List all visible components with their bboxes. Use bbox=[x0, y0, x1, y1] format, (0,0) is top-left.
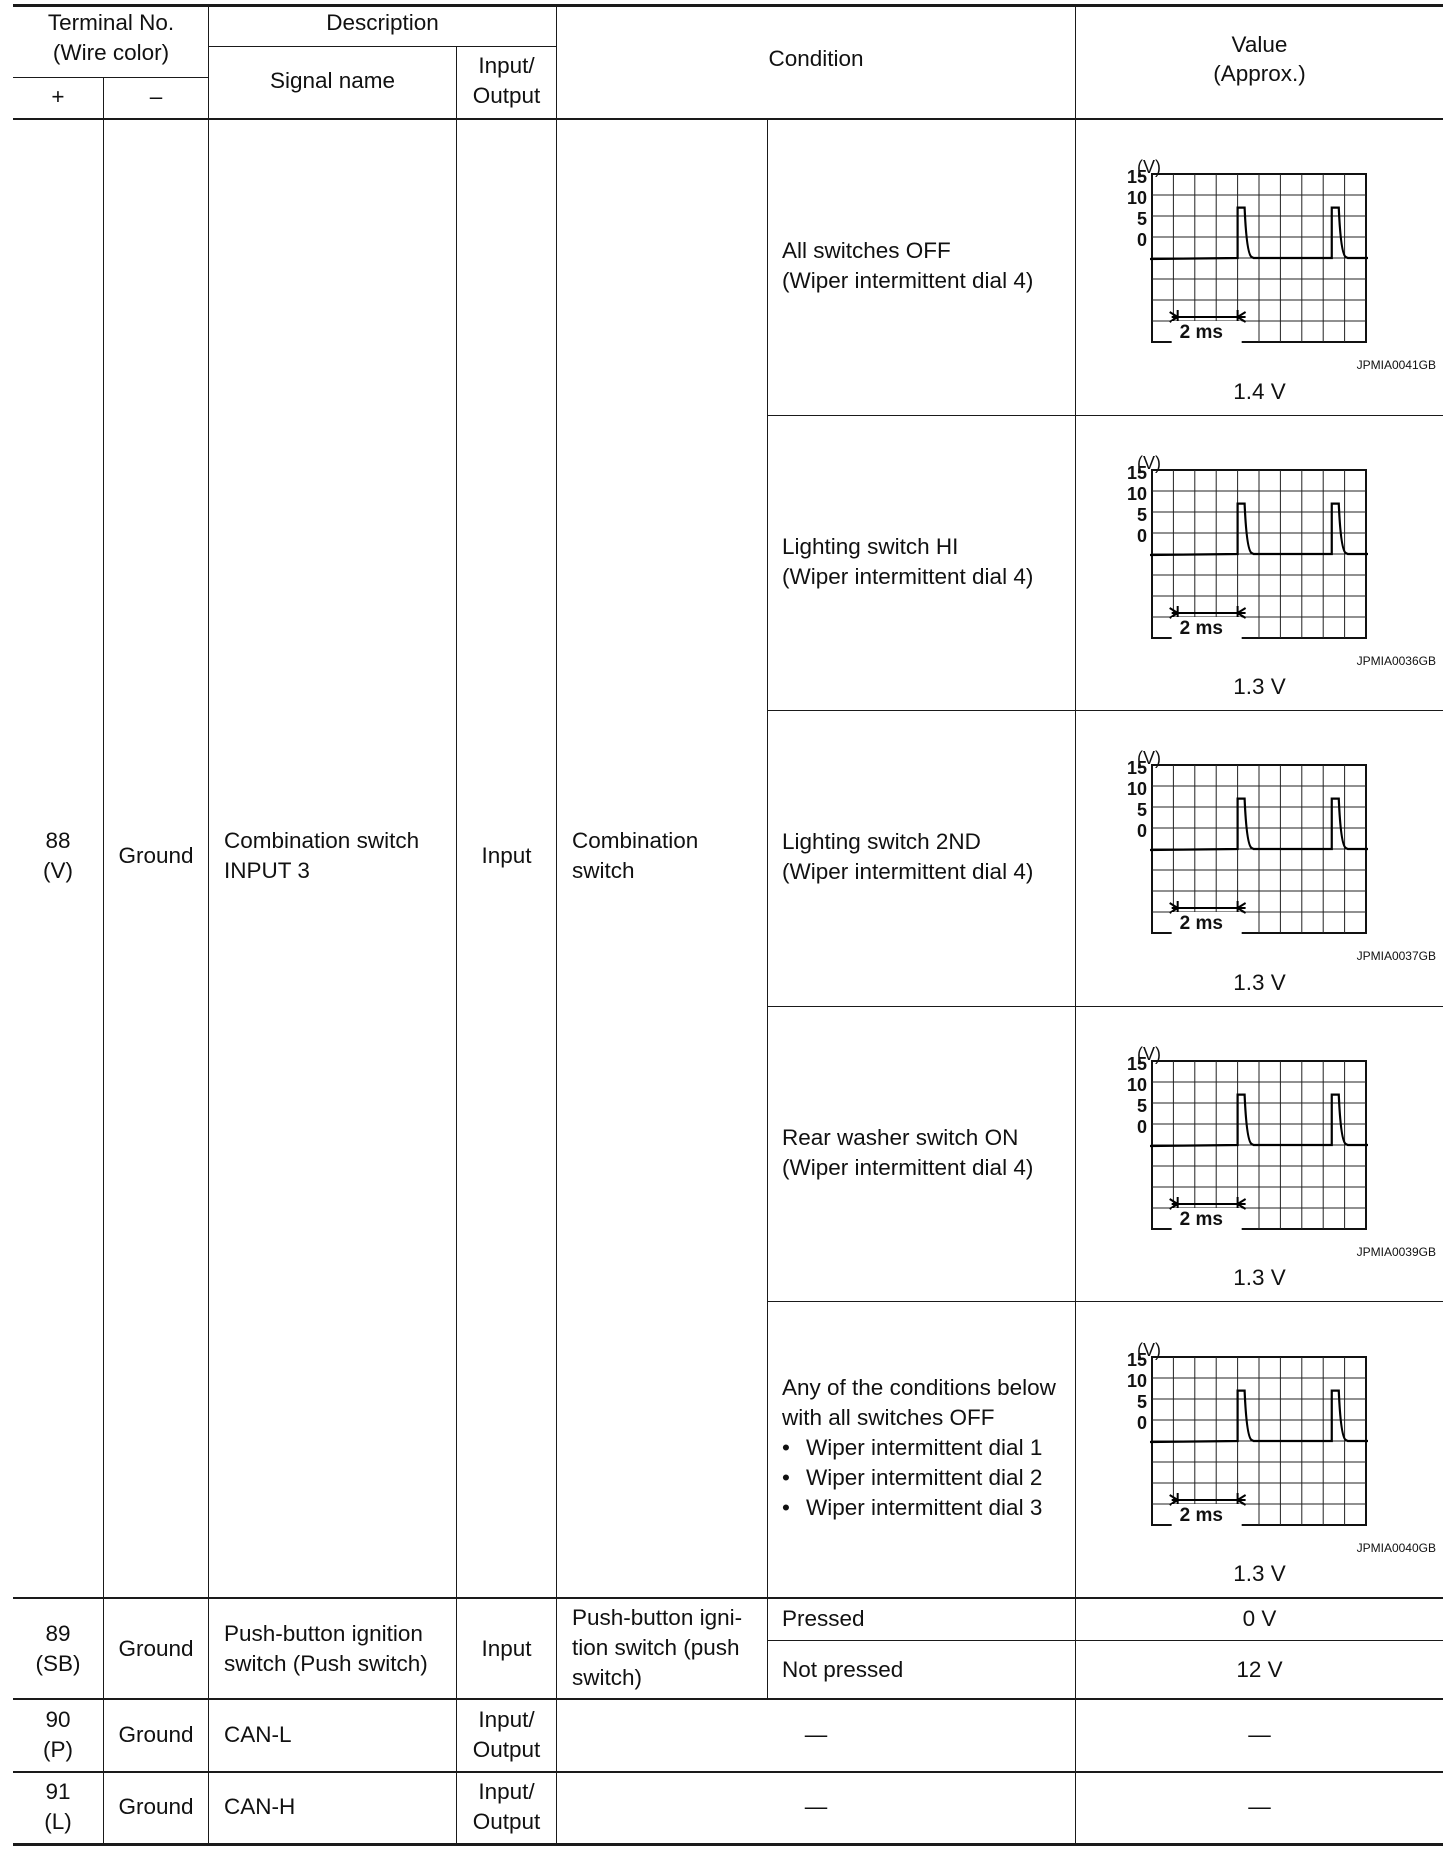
condition-bullet-2 bbox=[782, 1463, 1042, 1493]
axis-tick-label: 15 bbox=[1126, 167, 1147, 187]
header-wire-color: (Wire color) bbox=[52, 40, 170, 65]
axis-tick-label: 10 bbox=[1126, 1371, 1147, 1391]
condition-bullet-1 bbox=[782, 1433, 1042, 1463]
time-scale-label: 2 ms bbox=[1179, 913, 1223, 934]
figure-id-4: JPMIA0039GB bbox=[1356, 1245, 1436, 1259]
terminal-90-number: 90 bbox=[45, 1707, 71, 1732]
axis-unit-label: (V) bbox=[1137, 157, 1161, 177]
terminal-91-number: 91 bbox=[45, 1779, 71, 1804]
terminal-89-number: 89 bbox=[45, 1621, 71, 1646]
axis-tick-label: 15 bbox=[1126, 758, 1147, 778]
value-not-pressed: 12 V bbox=[1236, 1657, 1283, 1682]
axis-unit-label: (V) bbox=[1137, 1340, 1161, 1360]
terminal-91-signal: CAN-H bbox=[224, 1794, 296, 1819]
terminal-88-number: 88 bbox=[45, 828, 71, 853]
time-scale-label: 2 ms bbox=[1179, 322, 1223, 343]
figure-id-3: JPMIA0037GB bbox=[1356, 949, 1436, 963]
terminal-91-color: (L) bbox=[44, 1809, 72, 1834]
axis-tick-label: 5 bbox=[1136, 800, 1147, 820]
header-plus: + bbox=[51, 84, 65, 109]
axis-tick-label: 0 bbox=[1136, 821, 1147, 841]
waveform-figure-4 bbox=[1115, 1044, 1295, 1245]
value-3: 1.3 V bbox=[1233, 970, 1286, 995]
value-2: 1.3 V bbox=[1233, 674, 1286, 699]
waveform-figure-3 bbox=[1115, 748, 1295, 949]
time-scale-label: 2 ms bbox=[1179, 1209, 1223, 1230]
axis-tick-label: 10 bbox=[1126, 484, 1147, 504]
bullet-dot: • bbox=[782, 1435, 790, 1460]
axis-tick-label: 15 bbox=[1126, 463, 1147, 483]
bullet-dot: • bbox=[782, 1465, 790, 1490]
header-value-line2: (Approx.) bbox=[1213, 61, 1306, 86]
condition-pressed: Pressed bbox=[782, 1606, 865, 1631]
terminal-88-signal-line2: INPUT 3 bbox=[224, 858, 310, 883]
header-terminal-no: Terminal No. bbox=[47, 10, 175, 35]
terminal-90-io-line2: Output bbox=[472, 1737, 541, 1762]
condition-lighting-2nd-line2: (Wiper intermittent dial 4) bbox=[782, 859, 1034, 884]
value-5: 1.3 V bbox=[1233, 1561, 1286, 1586]
waveform-svg bbox=[1115, 755, 1415, 955]
time-scale-label: 2 ms bbox=[1179, 618, 1223, 639]
terminal-91-io-line2: Output bbox=[472, 1809, 541, 1834]
waveform-figure-5 bbox=[1115, 1340, 1295, 1541]
terminal-88-signal-line1: Combination switch bbox=[224, 828, 420, 853]
figure-id-1: JPMIA0041GB bbox=[1356, 358, 1436, 372]
axis-tick-label: 5 bbox=[1136, 1096, 1147, 1116]
axis-unit-label: (V) bbox=[1137, 748, 1161, 768]
header-condition: Condition bbox=[768, 46, 864, 71]
condition-any-line1: Any of the conditions below bbox=[782, 1375, 1056, 1400]
axis-tick-label: 0 bbox=[1136, 526, 1147, 546]
condition-not-pressed: Not pressed bbox=[782, 1657, 904, 1682]
axis-tick-label: 15 bbox=[1126, 1350, 1147, 1370]
figure-id-2: JPMIA0036GB bbox=[1356, 654, 1436, 668]
header-io-line2: Output bbox=[472, 83, 541, 108]
terminal-90-io-line1: Input/ bbox=[478, 1707, 535, 1732]
terminal-88-minus: Ground bbox=[118, 843, 194, 868]
terminal-91-io-line1: Input/ bbox=[478, 1779, 535, 1804]
terminal-90-color: (P) bbox=[43, 1737, 73, 1762]
bullet-text: Wiper intermittent dial 1 bbox=[806, 1435, 1043, 1460]
terminal-90-value: — bbox=[1248, 1722, 1271, 1747]
header-value-line1: Value bbox=[1231, 32, 1288, 57]
terminal-89-condition-line2: tion switch (push bbox=[572, 1635, 740, 1660]
axis-tick-label: 0 bbox=[1136, 1117, 1147, 1137]
terminal-91-condition: — bbox=[804, 1794, 828, 1819]
header-description: Description bbox=[326, 10, 439, 35]
header-minus: – bbox=[149, 84, 163, 109]
time-scale-label: 2 ms bbox=[1179, 1505, 1223, 1526]
value-1: 1.4 V bbox=[1233, 379, 1286, 404]
terminal-89-color: (SB) bbox=[35, 1651, 81, 1676]
condition-bullet-3 bbox=[782, 1493, 1042, 1523]
condition-rear-washer-line2: (Wiper intermittent dial 4) bbox=[782, 1155, 1034, 1180]
waveform-svg bbox=[1115, 1051, 1415, 1251]
terminal-91-minus: Ground bbox=[118, 1794, 194, 1819]
axis-tick-label: 0 bbox=[1136, 1413, 1147, 1433]
terminal-90-condition: — bbox=[804, 1722, 828, 1747]
terminal-91-value: — bbox=[1248, 1794, 1271, 1819]
axis-unit-label: (V) bbox=[1137, 1044, 1161, 1064]
axis-tick-label: 5 bbox=[1136, 209, 1147, 229]
axis-tick-label: 10 bbox=[1126, 779, 1147, 799]
value-4: 1.3 V bbox=[1233, 1265, 1286, 1290]
bullet-text: Wiper intermittent dial 3 bbox=[806, 1495, 1043, 1520]
waveform-svg bbox=[1115, 460, 1415, 660]
bullet-text: Wiper intermittent dial 2 bbox=[806, 1465, 1043, 1490]
terminal-88-color: (V) bbox=[43, 858, 73, 883]
waveform-svg bbox=[1115, 1347, 1415, 1547]
condition-rear-washer-line1: Rear washer switch ON bbox=[782, 1125, 1019, 1150]
condition-lighting-hi-line2: (Wiper intermittent dial 4) bbox=[782, 564, 1034, 589]
value-pressed: 0 V bbox=[1242, 1606, 1277, 1631]
bullet-dot: • bbox=[782, 1495, 790, 1520]
condition-lighting-2nd-line1: Lighting switch 2ND bbox=[782, 829, 981, 854]
condition-all-switches-off-line2: (Wiper intermittent dial 4) bbox=[782, 268, 1034, 293]
terminal-89-minus: Ground bbox=[118, 1636, 194, 1661]
waveform-figure-2 bbox=[1115, 453, 1295, 654]
terminal-89-io: Input bbox=[481, 1636, 532, 1661]
terminal-88-condition-line1: Combination bbox=[572, 828, 699, 853]
terminal-89-condition-line3: switch) bbox=[572, 1665, 643, 1690]
waveform-svg bbox=[1115, 164, 1415, 364]
terminal-89-signal-line2: switch (Push switch) bbox=[224, 1651, 428, 1676]
terminal-88-io: Input bbox=[481, 843, 532, 868]
axis-tick-label: 15 bbox=[1126, 1054, 1147, 1074]
axis-tick-label: 5 bbox=[1136, 505, 1147, 525]
axis-tick-label: 10 bbox=[1126, 188, 1147, 208]
figure-id-5: JPMIA0040GB bbox=[1356, 1541, 1436, 1555]
waveform-figure-1 bbox=[1115, 157, 1295, 358]
axis-tick-label: 10 bbox=[1126, 1075, 1147, 1095]
condition-any-line2: with all switches OFF bbox=[782, 1405, 995, 1430]
terminal-89-signal-line1: Push-button ignition bbox=[224, 1621, 423, 1646]
header-io-line1: Input/ bbox=[478, 53, 535, 78]
terminal-89-condition-line1: Push-button igni- bbox=[572, 1605, 743, 1630]
header-signal-name: Signal name bbox=[269, 68, 396, 93]
condition-lighting-hi-line1: Lighting switch HI bbox=[782, 534, 959, 559]
axis-unit-label: (V) bbox=[1137, 453, 1161, 473]
axis-tick-label: 0 bbox=[1136, 230, 1147, 250]
terminal-90-minus: Ground bbox=[118, 1722, 194, 1747]
axis-tick-label: 5 bbox=[1136, 1392, 1147, 1412]
condition-all-switches-off-line1: All switches OFF bbox=[782, 238, 951, 263]
terminal-90-signal: CAN-L bbox=[224, 1722, 292, 1747]
terminal-88-condition-line2: switch bbox=[572, 858, 635, 883]
